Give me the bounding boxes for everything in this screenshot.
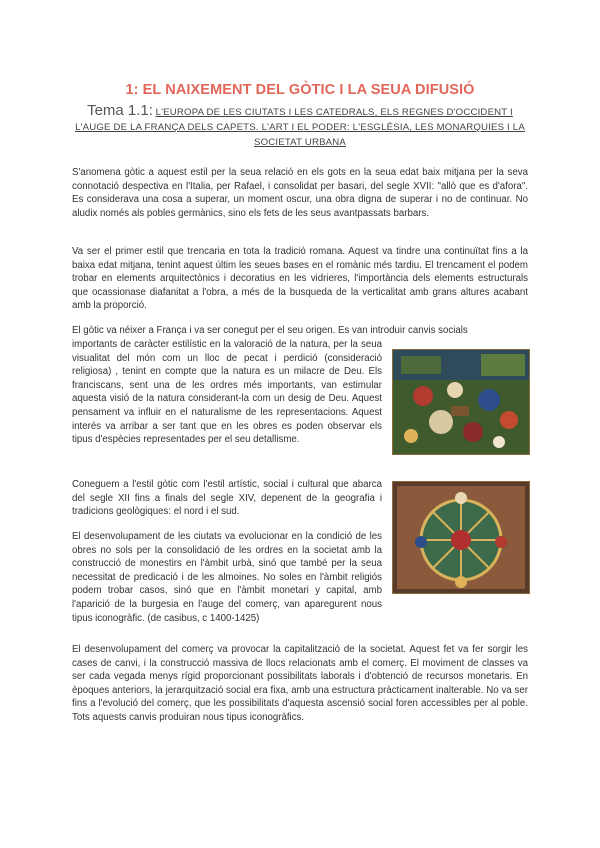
paragraph-cities-development: El desenvolupament de les ciutats va evolucionar en la condició de les obres no sols per la consolidació de les ordres en la societat amb la construcció de monestirs en l'àmbit urbà, sinó que també per la seua necessitat de predicació i de les almoines. No soles en l'àmbit religiós podem trobar casos, sinó que en l'àmbit monetari y capital, amb l'aparició de la burgesia en l'auge del comerç, van aparegurent nous tipus iconogràfic. (de casibus, c 1400-1425) [72, 531, 382, 624]
topic-link[interactable]: L'EUROPA DE LES CIUTATS I LES CATEDRALS, ELS REGNES D'OCCIDENT I L'AUGE DE LA FRANÇA DELS CAPETS. L'ART I EL PODER: L'ESGLÉSIA, LES MONARQUIES I LA SOCIETAT URBANA [75, 107, 525, 148]
page-title: 1: EL NAIXEMENT DEL GÒTIC I LA SEUA DIFUSIÓ [125, 82, 475, 98]
topic-subtitle [70, 103, 530, 150]
paragraph-france-intro: El gòtic va néixer a França i va ser conegut per el seu origen. Es van introduir canvis socials [72, 325, 468, 336]
topic-label: Tema 1.1: [87, 102, 153, 119]
garden-painting-image [392, 349, 530, 455]
paragraph-origin-of-name: S'anomena gòtic a aquest estil per la seua relació en els gots en la seua edat baix mitjana per la seva connotació despectiva en l'Italia, per Rafael, i consolidat per basari, del segle XVII: "allò que es d'afora". Es considerava una cosa a superar, un moment oscur, una obra digna de superar i no de continuar. No aludix només als pobles germànics, sino els fets de les seus avantpassats barbars. [72, 167, 528, 219]
paragraph-commerce: El desenvolupament del comerç va provocar la capitalització de la societat. Aquest fet va fer sorgir les cases de canvi, i la construcció massiva de llocs relacionats amb el comerç. El moviment de classes va ser cada vegada menys rígid proporcionant possibilitats laborals i d'obtenció de recursos monetaris. En èpoques anteriors, la jerarquització social era fixa, amb una estructura pràcticament inalterable. No va ser fins a l'evolució del comerç, que les possibilitats d'aquesta ascensió social foren accessibles per al poble. Tots aquests canvis produiran nous tipus iconogràfics. [72, 644, 528, 723]
wheel-of-fortune-image [392, 481, 530, 594]
paragraph-first-style: Va ser el primer estil que trencaria en tota la tradició romana. Aquest va tindre una continuïtat fins a la baixa edat mitjana, tenint aquest últim les seues bases en el romànic més tardiu. El trencament el podem trobar en elements arquitectònics i decoratius en les vidrieres, l'importància dels elements estructurals que ocassionase diafanitat a l'obra, a més de la busqueda de la verticalitat amb grans altures acabant amb la proporció. [72, 246, 528, 312]
paragraph-nature-valuation: importants de caràcter estilístic en la valoració de la natura, per la seua visualitat del món com un lloc de pecat i perdició (consideració religiosa) , tenint en compte que la natura es un milacre de Deu. Els franciscans, sent una de les ordres més importants, van estimular aquesta visió de la natura considerant-la com un desig de Deu. Aquest pensament va influir en el naturalisme de les representacions. Aquest interés va arribar a ser tant que en les obres es poden observar els tipus d'espècies representades per el seu detallisme. [72, 339, 382, 446]
paragraph-definition: Coneguem a l'estil gòtic com l'estil artístic, social i cultural que abarca del segle XII fins a finals del segle XIV, depenent de la geografia i tradicions geològiques: el nord i el sud. [72, 479, 382, 518]
